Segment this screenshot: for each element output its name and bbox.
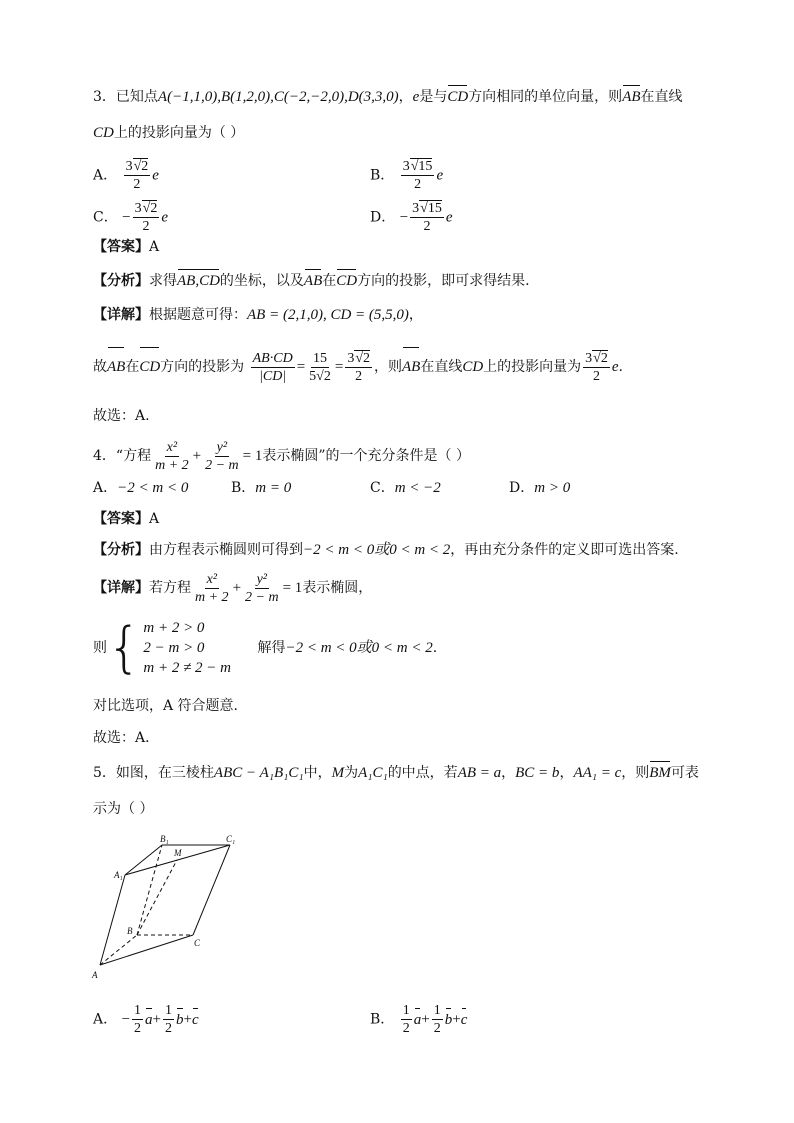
projection-result: $\frac{3√2}{2}$	[347, 350, 370, 384]
answer-value: A	[149, 239, 160, 255]
system-row: m + 2 ≠ 2 − m	[143, 660, 232, 676]
q4-answer	[93, 509, 724, 529]
option-value: m = 0	[255, 480, 292, 496]
point-m: M	[331, 765, 345, 781]
label-b: B	[127, 926, 133, 936]
q3-projection: 故AB在CD方向的投影为 $\frac{AB\cdot CD}{|CD|}$ = $\frac{15}{5√2}$ = $\frac{3√2}{2}$ ，则AB在直线CD上的投影向量为 $\frac{3√2}{2}$ e.	[93, 350, 623, 384]
q3-option-c-value: $\frac{3√2}{2}$	[134, 201, 158, 234]
q3-detail	[93, 305, 724, 325]
edge-c1-c	[193, 845, 230, 935]
q3-stem-line1	[93, 87, 724, 107]
vector-def-c: AA₁ = c	[573, 765, 622, 781]
edge-a-c	[100, 935, 193, 965]
label-c1: C₁	[226, 834, 236, 844]
inequality-system: { m + 2 > 0 2 − m > 0 m + 2 ≠ 2 − m	[107, 616, 232, 679]
analysis-text: 的坐标，以及	[219, 273, 304, 289]
vector-ab: AB	[303, 273, 323, 289]
detail-text: 在	[125, 359, 140, 375]
detail-text: ，	[408, 307, 423, 323]
vector-ab: AB	[402, 349, 420, 385]
system-end: .	[432, 640, 438, 656]
unit-vector-e: e	[161, 209, 168, 226]
q4-stem-text: 4．“方程	[93, 448, 152, 464]
option-label: C．	[93, 209, 118, 226]
prism-figure	[90, 830, 250, 990]
option-value: −2 < m < 0	[117, 480, 189, 496]
half-fraction: $\frac{1}{2}$	[402, 1003, 410, 1036]
vectors-ab-cd: AB,CD	[177, 273, 220, 289]
q4-conclusion	[93, 728, 724, 748]
segment-b-m	[137, 860, 177, 935]
detail-text: 上的投影向量为	[483, 359, 582, 375]
q4-detail: 【详解】若方程 $\frac{\text{x²}}{m + 2}$ + $\frac{\text{y²}}{2 - m}$ = 1表示椭圆，	[93, 571, 373, 605]
q5-stem-text: 为	[344, 765, 359, 781]
line-cd: CD	[462, 359, 484, 375]
q3-stem-text: 3．已知点	[93, 89, 158, 105]
analysis-tag: 【分析】	[93, 273, 149, 289]
detail-text: 根据题意可得：	[149, 307, 247, 323]
option-label: B．	[370, 1011, 395, 1028]
ellipse-term-x: $\frac{\text{x²}}{m + 2}$	[155, 439, 189, 473]
unit-vector-e: e	[412, 89, 420, 105]
line-cd: CD	[93, 125, 114, 141]
label-a1: A₁	[114, 870, 123, 880]
answer-tag: 【答案】	[93, 239, 149, 255]
conclusion-text: 故选：A．	[93, 730, 160, 746]
q3-option-c[interactable]	[93, 200, 168, 235]
system-result: −2 < m < 0或0 < m < 2	[285, 640, 433, 656]
q5-stem-text: 5．如图，在三棱柱	[93, 765, 214, 781]
option-label: D．	[370, 209, 396, 226]
segment-a1c1: A₁C₁	[358, 765, 388, 781]
q3-stem-text: 上的投影向量为（ ）	[113, 125, 245, 141]
vector-ab: AB	[622, 89, 641, 105]
q3-option-a-value: $\frac{3√2}{2}$	[125, 159, 149, 192]
q3-option-d-value: $\frac{3√15}{2}$	[412, 201, 442, 234]
q5-stem-text: ，则	[621, 765, 650, 781]
minus-sign: −	[399, 209, 409, 226]
analysis-text: ，再由充分条件的定义即可选出答案.	[450, 542, 679, 558]
detail-tag: 【详解】	[93, 580, 149, 596]
frac-denominator: 5√2	[309, 368, 331, 384]
label-b1: B₁	[160, 834, 169, 844]
vector-cd: CD	[447, 89, 469, 105]
analysis-text: 由方程表示椭圆则可得到	[149, 542, 303, 558]
option-label: A．	[93, 1011, 118, 1028]
q3-option-d[interactable]	[370, 200, 453, 235]
detail-text: ，则	[374, 359, 402, 375]
system-row: 2 − m > 0	[143, 640, 205, 656]
option-label: D．	[509, 480, 535, 496]
q4-compare	[93, 696, 724, 716]
analysis-text: 方向的投影，即可求得结果.	[357, 273, 530, 289]
edge-a-b	[100, 935, 137, 965]
q5-option-b[interactable]: B． $\frac{1}{2}$ a+ $\frac{1}{2}$ b+c	[370, 1003, 468, 1036]
q4-stem-text: 表示椭圆”的一个充分条件是（ ）	[262, 448, 470, 464]
projection-fraction-2	[307, 350, 333, 385]
half-fraction: $\frac{1}{2}$	[165, 1003, 173, 1036]
q4-system	[93, 618, 724, 678]
system-row: m + 2 > 0	[143, 620, 205, 636]
q3-conclusion	[93, 406, 724, 426]
q5-stem-line2	[93, 799, 724, 819]
edge-a1-b1	[125, 845, 162, 875]
vector-coordinates: AB = (2,1,0), CD = (5,5,0)	[247, 307, 409, 323]
detail-text: 故	[93, 359, 107, 375]
option-label: B．	[370, 167, 395, 184]
projection-vector: $\frac{3√2}{2}$	[585, 350, 608, 384]
analysis-range: −2 < m < 0或0 < m < 2	[303, 542, 451, 558]
analysis-tag: 【分析】	[93, 542, 149, 558]
q5-stem-text: 可表	[670, 765, 699, 781]
q3-stem-text: 方向相同的单位向量，则	[468, 89, 623, 105]
conclusion-text: 故选：A.	[93, 408, 150, 424]
q3-option-a[interactable]	[93, 158, 159, 193]
option-label: A．	[93, 480, 118, 496]
frac-numerator: 15	[313, 350, 327, 366]
q4-option-c[interactable]	[370, 478, 441, 498]
label-c: C	[194, 938, 201, 948]
ellipse-term-y: $\frac{\text{y²}}{2 - m}$	[205, 439, 239, 473]
q5-comma: ，	[501, 765, 516, 781]
edge-a-a1	[100, 875, 125, 965]
label-m: M	[174, 848, 182, 858]
detail-text: 方向的投影为	[160, 359, 245, 375]
detail-tag: 【详解】	[93, 307, 149, 323]
label-a: A	[92, 970, 98, 980]
q4-option-d[interactable]	[509, 478, 570, 498]
q4-analysis	[93, 540, 724, 560]
analysis-text: 求得	[149, 273, 177, 289]
q3-option-b-value: $\frac{3√15}{2}$	[402, 159, 433, 192]
q3-comma: ，	[398, 89, 413, 105]
frac-numerator: AB·CD	[252, 350, 293, 366]
q5-stem-line1	[93, 763, 724, 783]
half-fraction: $\frac{1}{2}$	[134, 1003, 142, 1036]
analysis-text: 在	[322, 273, 337, 289]
q5-stem-text: 中，	[303, 765, 332, 781]
q5-comma: ，	[559, 765, 574, 781]
unit-vector-e: e	[445, 209, 453, 226]
q5-stem-text: 的中点，若	[387, 765, 458, 781]
vector-ab: AB	[107, 349, 125, 385]
detail-text: 若方程	[149, 580, 191, 596]
option-value: m > 0	[534, 480, 571, 496]
vector-bm: BM	[649, 765, 671, 781]
q4-stem: 4．“方程 $\frac{\text{x²}}{m + 2}$ + $\frac{\text{y²}}{2 - m}$ = 1表示椭圆”的一个充分条件是（ ）	[93, 439, 470, 473]
unit-vector-e: e	[436, 167, 444, 184]
frac-denominator: |CD|	[259, 368, 287, 384]
option-label: A．	[93, 167, 118, 184]
option-label: C．	[370, 480, 395, 496]
q5-option-a[interactable]: A． − $\frac{1}{2}$ a+ $\frac{1}{2}$ b+c	[93, 1003, 199, 1036]
answer-tag: 【答案】	[93, 511, 149, 527]
q5-stem-text: 示为（ ）	[93, 801, 154, 817]
q4-option-a[interactable]	[93, 478, 188, 498]
q3-option-b[interactable]	[370, 158, 443, 193]
edge-b-b1	[137, 845, 162, 935]
q4-option-b[interactable]	[231, 478, 291, 498]
vector-cd: CD	[336, 273, 358, 289]
prism-name: ABC − A₁B₁C₁	[213, 765, 304, 781]
unit-vector-e: e	[152, 167, 159, 184]
option-label: B．	[231, 480, 256, 496]
q3-points: A(−1,1,0),B(1,2,0),C(−2,−2,0),D(3,3,0)	[157, 89, 399, 105]
unit-vector-e: e	[611, 359, 619, 375]
option-value: m < −2	[394, 480, 441, 496]
q3-answer	[93, 237, 724, 257]
compare-text: 对比选项，A 符合题意.	[93, 698, 239, 714]
q3-stem-text: 是与	[419, 89, 448, 105]
ellipse-term-x: $\frac{\text{x²}}{m + 2}$	[195, 571, 229, 605]
ellipse-term-y: $\frac{\text{y²}}{2 - m}$	[245, 571, 279, 605]
half-fraction: $\frac{1}{2}$	[433, 1003, 441, 1036]
system-prefix: 则	[93, 640, 107, 656]
q3-analysis	[93, 271, 724, 291]
q3-stem-text: 在直线	[640, 89, 683, 105]
vector-cd: CD	[139, 349, 160, 385]
vector-def-b: BC = b	[515, 765, 560, 781]
detail-text: 在直线	[420, 359, 463, 375]
detail-text: 表示椭圆，	[302, 580, 373, 596]
q3-stem-line2	[93, 123, 724, 143]
system-solve: 解得	[257, 640, 286, 656]
minus-sign: −	[122, 209, 131, 226]
answer-value: A	[149, 511, 160, 527]
projection-fraction	[251, 350, 295, 385]
vector-def-a: AB = a	[457, 765, 502, 781]
